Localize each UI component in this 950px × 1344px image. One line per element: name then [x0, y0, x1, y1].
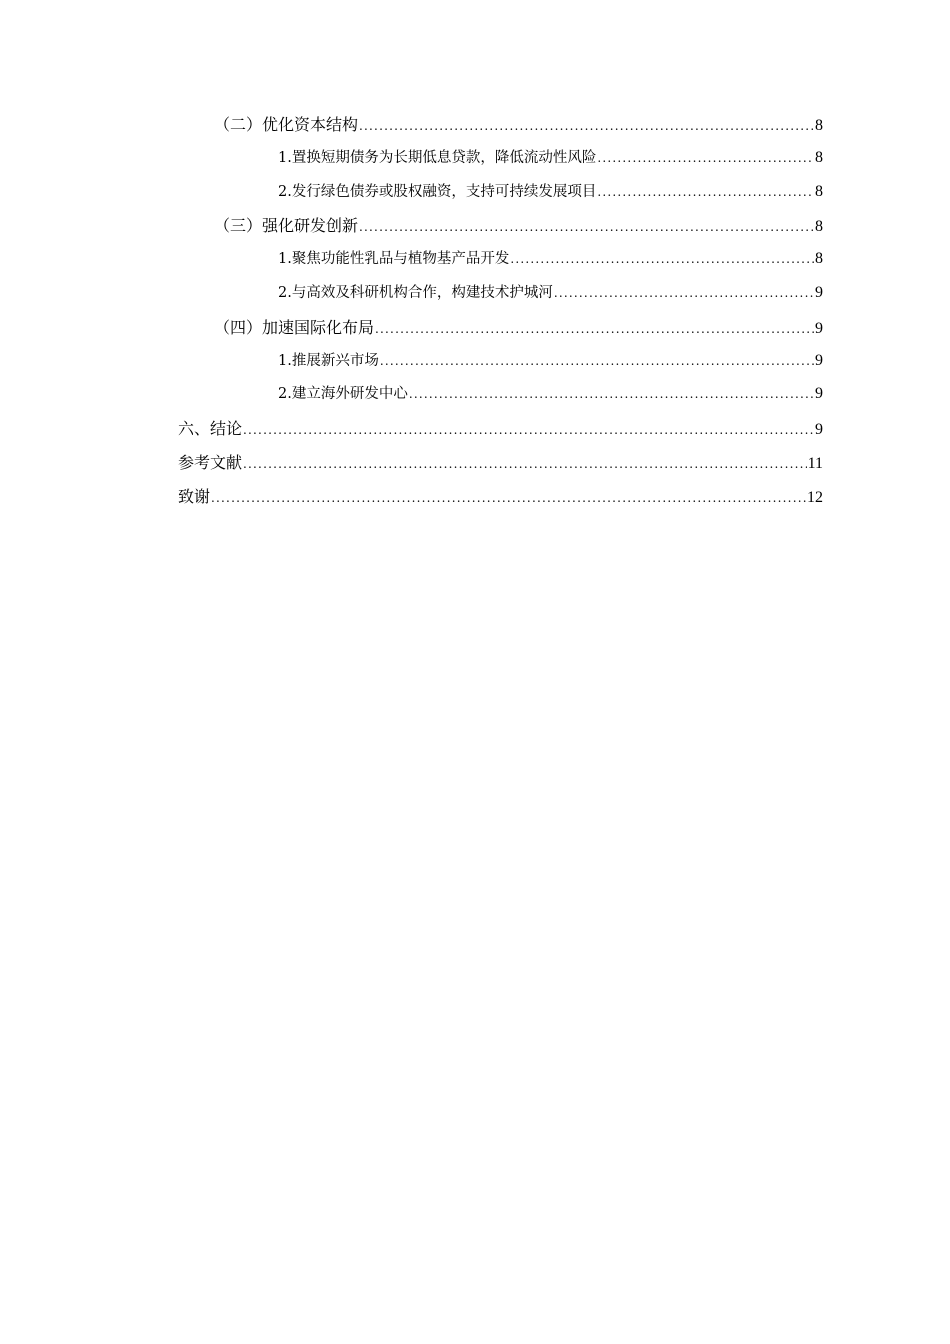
toc-entry[interactable]: [178, 213, 823, 247]
toc-dot-leader: [211, 491, 806, 505]
toc-dot-leader: [375, 322, 814, 336]
toc-page-number: 9: [815, 319, 823, 337]
toc-page-number: 9: [815, 283, 823, 301]
toc-entry-title: 2.建立海外研发中心: [278, 386, 408, 403]
table-of-contents: [178, 112, 823, 518]
toc-entry-title: 致谢: [178, 486, 211, 506]
toc-dot-leader: [597, 185, 814, 199]
toc-entry[interactable]: [178, 416, 823, 450]
toc-page-number: 8: [815, 182, 823, 200]
toc-entry[interactable]: [178, 382, 823, 416]
toc-entry-title: （四）加速国际化布局: [214, 317, 375, 337]
toc-entry-title: （三）强化研发创新: [214, 216, 359, 236]
toc-entry-title: 1.聚焦功能性乳品与植物基产品开发: [278, 251, 510, 268]
toc-entry[interactable]: [178, 180, 823, 214]
toc-page-number: 11: [807, 454, 823, 472]
toc-dot-leader: [243, 423, 814, 437]
toc-page-number: 9: [815, 351, 823, 369]
toc-dot-leader: [597, 151, 814, 165]
toc-page-number: 8: [815, 117, 823, 134]
toc-page-number: 12: [807, 488, 823, 506]
toc-entry-title: 2.与高效及科研机构合作，构建技术护城河: [278, 284, 553, 301]
toc-page-number: 9: [815, 385, 823, 403]
toc-entry-title: 1.推展新兴市场: [278, 352, 379, 369]
toc-page-number: 8: [815, 148, 823, 166]
toc-page-number: 8: [815, 218, 823, 236]
toc-dot-leader: [359, 119, 814, 133]
toc-dot-leader: [243, 457, 807, 471]
toc-entry[interactable]: [178, 484, 823, 518]
toc-entry[interactable]: [178, 349, 823, 383]
toc-dot-leader: [380, 354, 814, 368]
toc-entry-title: 六、结论: [178, 419, 243, 439]
toc-entry-title: 2.发行绿色债券或股权融资，支持可持续发展项目: [278, 183, 597, 200]
toc-dot-leader: [554, 286, 814, 300]
toc-entry-title: （二）优化资本结构: [214, 115, 359, 134]
toc-dot-leader: [359, 220, 814, 234]
toc-entry-title: 1.置换短期债务为长期低息贷款，降低流动性风险: [278, 149, 597, 166]
toc-page-number: 8: [815, 250, 823, 268]
toc-dot-leader: [510, 252, 814, 266]
toc-dot-leader: [409, 387, 814, 401]
toc-entry[interactable]: [178, 315, 823, 349]
toc-entry[interactable]: [178, 247, 823, 281]
toc-entry[interactable]: [178, 112, 823, 146]
toc-page-number: 9: [815, 421, 823, 439]
toc-entry[interactable]: [178, 450, 823, 484]
toc-entry-title: 参考文献: [178, 452, 243, 472]
toc-entry[interactable]: [178, 146, 823, 180]
toc-entry[interactable]: [178, 281, 823, 315]
